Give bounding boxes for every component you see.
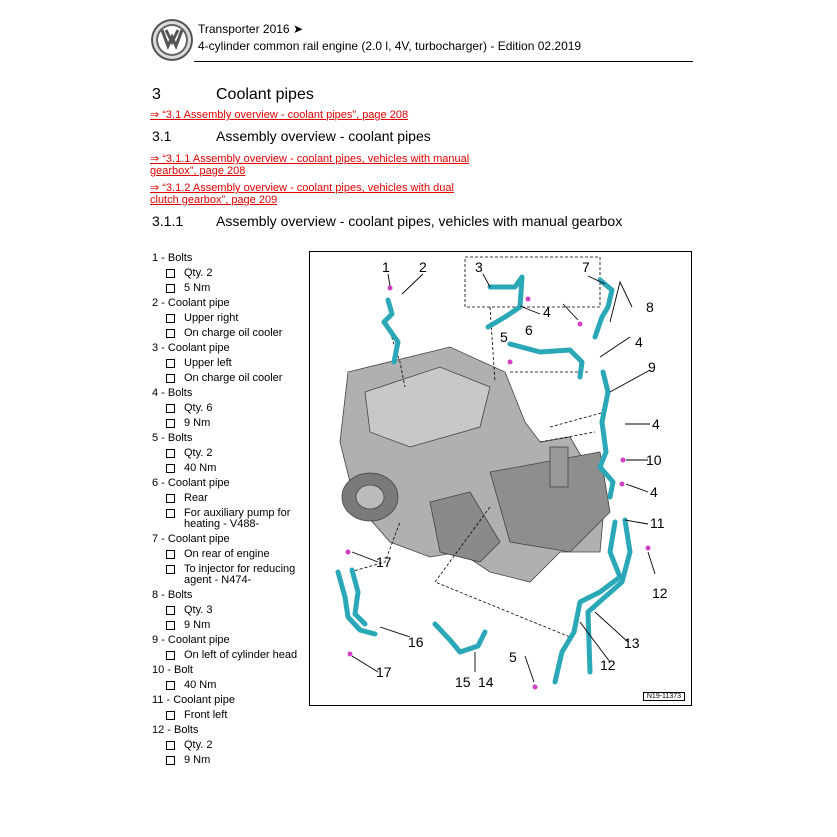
callout-3: 3 xyxy=(475,259,483,275)
part-title: 10 - Bolt xyxy=(152,664,193,676)
part-detail: On rear of engine xyxy=(152,547,312,562)
part-detail: Qty. 2 xyxy=(152,446,312,461)
part-detail: For auxiliary pump for heating - V488- xyxy=(152,506,312,532)
callout-17b: 17 xyxy=(376,664,392,680)
header-divider xyxy=(194,61,693,62)
subsection-link-dual-clutch[interactable] xyxy=(150,182,454,206)
part-title: 7 - Coolant pipe xyxy=(152,533,230,545)
part-entry xyxy=(152,723,312,768)
part-detail: Upper left xyxy=(152,356,312,371)
callout-8: 8 xyxy=(646,299,654,315)
part-entry xyxy=(152,693,312,723)
callout-13: 13 xyxy=(624,635,640,651)
callout-4c: 4 xyxy=(652,416,660,432)
pipe-3 xyxy=(488,277,522,327)
part-entry xyxy=(152,588,312,633)
callout-14: 14 xyxy=(478,674,494,690)
part-title: 5 - Bolts xyxy=(152,432,193,444)
subsection-link-manual[interactable] xyxy=(150,153,469,177)
part-title: 9 - Coolant pipe xyxy=(152,634,230,646)
part-detail: 40 Nm xyxy=(152,461,312,476)
part-detail: Qty. 2 xyxy=(152,266,312,281)
section-number: 3 xyxy=(152,86,161,103)
part-detail: Front left xyxy=(152,708,312,723)
part-detail: Qty. 3 xyxy=(152,603,312,618)
link-line[interactable]: clutch gearbox”, page 209 xyxy=(150,194,278,206)
callout-16: 16 xyxy=(408,634,424,650)
engine-illustration xyxy=(310,252,690,704)
part-title: 3 - Coolant pipe xyxy=(152,342,230,354)
callout-4d: 4 xyxy=(650,484,658,500)
callout-10: 10 xyxy=(646,452,662,468)
part-entry xyxy=(152,663,312,693)
subsubsection-number: 3.1.1 xyxy=(152,213,184,229)
section-link[interactable]: ⇒ “3.1 Assembly overview - coolant pipes”, page 208 xyxy=(150,109,409,121)
link-line[interactable]: ⇒ “3.1.2 Assembly overview - coolant pipes, vehicles with dual xyxy=(150,182,454,194)
part-detail: 40 Nm xyxy=(152,678,312,693)
part-entry xyxy=(152,532,312,588)
callout-6: 6 xyxy=(525,322,533,338)
callout-5: 5 xyxy=(500,329,508,345)
subsubsection-title: Assembly overview - coolant pipes, vehicles with manual gearbox xyxy=(216,213,623,229)
part-entry xyxy=(152,296,312,341)
subsection-number: 3.1 xyxy=(152,128,172,144)
part-detail: 9 Nm xyxy=(152,753,312,768)
callout-17: 17 xyxy=(376,554,392,570)
parts-list xyxy=(152,251,312,768)
part-title: 2 - Coolant pipe xyxy=(152,297,230,309)
part-detail: 9 Nm xyxy=(152,618,312,633)
page-header xyxy=(150,18,693,64)
pipe-17b xyxy=(352,570,365,624)
part-detail: On left of cylinder head xyxy=(152,648,312,663)
part-title: 1 - Bolts xyxy=(152,252,193,264)
part-detail: On charge oil cooler xyxy=(152,326,312,341)
part-detail: Upper right xyxy=(152,311,312,326)
part-entry xyxy=(152,341,312,386)
part-title: 4 - Bolts xyxy=(152,387,193,399)
callout-12: 12 xyxy=(652,585,668,601)
part-detail: 5 Nm xyxy=(152,281,312,296)
part-entry xyxy=(152,633,312,663)
part-detail: Qty. 2 xyxy=(152,738,312,753)
callout-9: 9 xyxy=(648,359,656,375)
part-entry xyxy=(152,431,312,476)
callout-1: 1 xyxy=(382,259,390,275)
pipe-7 xyxy=(595,280,612,337)
pipe-1-2 xyxy=(384,300,398,362)
callout-15: 15 xyxy=(455,674,471,690)
part-detail: Qty. 6 xyxy=(152,401,312,416)
part-entry xyxy=(152,476,312,532)
part-title: 11 - Coolant pipe xyxy=(152,694,235,706)
subsection-title: Assembly overview - coolant pipes xyxy=(216,128,431,144)
part-title: 8 - Bolts xyxy=(152,589,193,601)
part-title: 12 - Bolts xyxy=(152,724,199,736)
pipe-14-15 xyxy=(435,624,485,652)
vw-logo-icon xyxy=(150,18,194,62)
callout-7: 7 xyxy=(582,259,590,275)
part-detail: To injector for reducing agent - N474- xyxy=(152,562,312,588)
link-line[interactable]: ⇒ “3.1.1 Assembly overview - coolant pipes, vehicles with manual xyxy=(150,153,470,165)
callout-2: 2 xyxy=(419,259,427,275)
figure-code: N19-11373 xyxy=(643,692,685,701)
header-subtitle: 4-cylinder common rail engine (2.0 l, 4V, turbocharger) - Edition 02.2019 xyxy=(198,39,582,53)
callout-11: 11 xyxy=(650,515,665,531)
part-detail: 9 Nm xyxy=(152,416,312,431)
callout-4: 4 xyxy=(543,304,551,320)
part-entry xyxy=(152,251,312,296)
assembly-figure xyxy=(309,251,692,706)
engine-block xyxy=(340,347,610,582)
link-line[interactable]: gearbox”, page 208 xyxy=(150,165,246,177)
part-entry xyxy=(152,386,312,431)
part-detail: Rear xyxy=(152,491,312,506)
part-title: 6 - Coolant pipe xyxy=(152,477,230,489)
callout-4b: 4 xyxy=(635,334,643,350)
part-detail: On charge oil cooler xyxy=(152,371,312,386)
section-title: Coolant pipes xyxy=(216,86,314,103)
callout-12b: 12 xyxy=(600,657,616,673)
callout-5b: 5 xyxy=(509,649,517,665)
header-title: Transporter 2016 ➤ xyxy=(198,22,303,36)
